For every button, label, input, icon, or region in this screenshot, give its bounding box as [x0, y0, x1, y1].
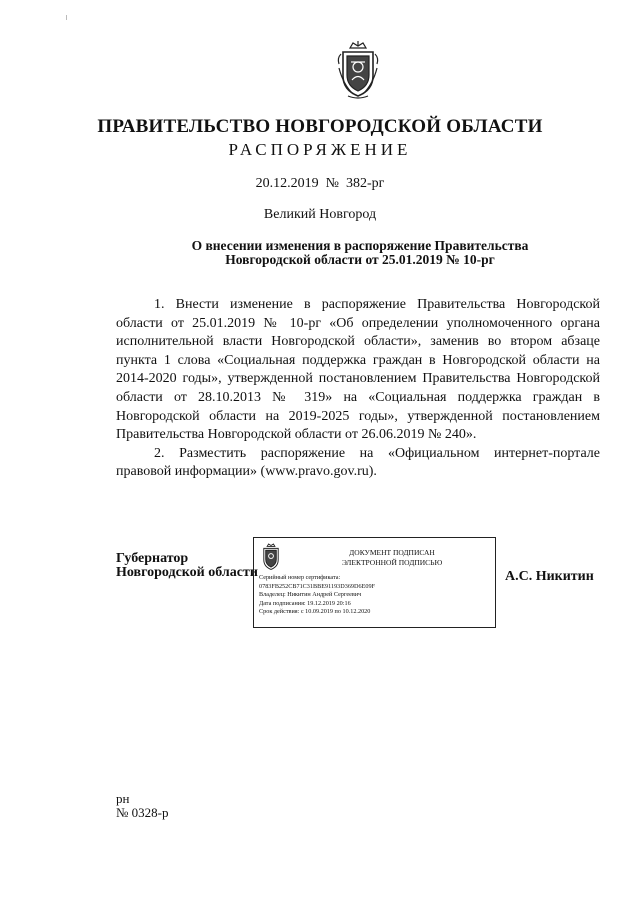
- certificate-owner: Владелец: Никитин Андрей Сергеевич: [259, 591, 362, 599]
- stamp-header-line-1: ДОКУМЕНТ ПОДПИСАН: [349, 548, 435, 557]
- number-sign: №: [325, 176, 339, 191]
- stamp-header: [302, 548, 482, 567]
- paragraph-2: 2. Разместить распоряжение на «Официальном интернет-портале правовой информации» (www.pravo.gov.ru).: [116, 445, 600, 480]
- scan-mark: [66, 15, 67, 20]
- internal-number: № 0328-р: [116, 805, 169, 820]
- position-line-1: Губернатор: [116, 551, 189, 566]
- subject-line-1: О внесении изменения в распоряжение Правительства: [191, 238, 529, 253]
- certificate-number: 0783FB252CB71C31BBE91193D369D6E09F: [259, 582, 375, 590]
- stamp-details: [259, 574, 375, 617]
- coat-of-arms-icon: [333, 40, 383, 100]
- city: Великий Новгород: [263, 207, 377, 222]
- document-body: [116, 296, 600, 482]
- subject-line-2: Новгородской области от 25.01.2019 № 10-рг: [225, 252, 495, 267]
- document-number: 382-рг: [345, 176, 385, 191]
- registration-code: [116, 792, 168, 820]
- stamp-header-line-2: ЭЛЕКТРОННОЙ ПОДПИСЬЮ: [341, 557, 443, 567]
- electronic-signature-stamp: [253, 537, 496, 628]
- coat-of-arms-icon: [259, 542, 283, 572]
- executor-initials: рн: [116, 791, 130, 806]
- document-date: 20.12.2019: [255, 176, 319, 191]
- date-number-line: [0, 176, 640, 192]
- document-subject: [170, 239, 550, 267]
- certificate-label: Серийный номер сертификата:: [259, 574, 341, 581]
- signer-name: А.С. Никитин: [505, 569, 594, 584]
- document-type: РАСПОРЯЖЕНИЕ: [228, 140, 412, 159]
- signed-date: Дата подписания: 19.12.2019 20:16: [259, 599, 351, 607]
- government-title: ПРАВИТЕЛЬСТВО НОВГОРОДСКОЙ ОБЛАСТИ: [97, 116, 543, 137]
- position-line-2: Новгородской области: [116, 565, 258, 580]
- certificate-validity: Срок действия: с 10.09.2019 по 10.12.2020: [259, 608, 371, 616]
- signer-position: [116, 552, 258, 580]
- paragraph-1: 1. Внести изменение в распоряжение Правительства Новгородской области от 25.01.2019 № 10-рг «Об определении уполномоченного органа исполнительной власти Новгородской области», заменив во втором абзаце пункта 1 слова «Социальная поддержка граждан в Новгородской области на 2014-2020 годы», утвержденной постановлением Правительства Новгородской области от 28.10.2013 № 319» на «Социальная поддержка граждан в Новгородской области на 2019-2025 годы», утвержденной постановлением Правительства Новгородской области от 26.06.2019 № 240».: [116, 297, 600, 443]
